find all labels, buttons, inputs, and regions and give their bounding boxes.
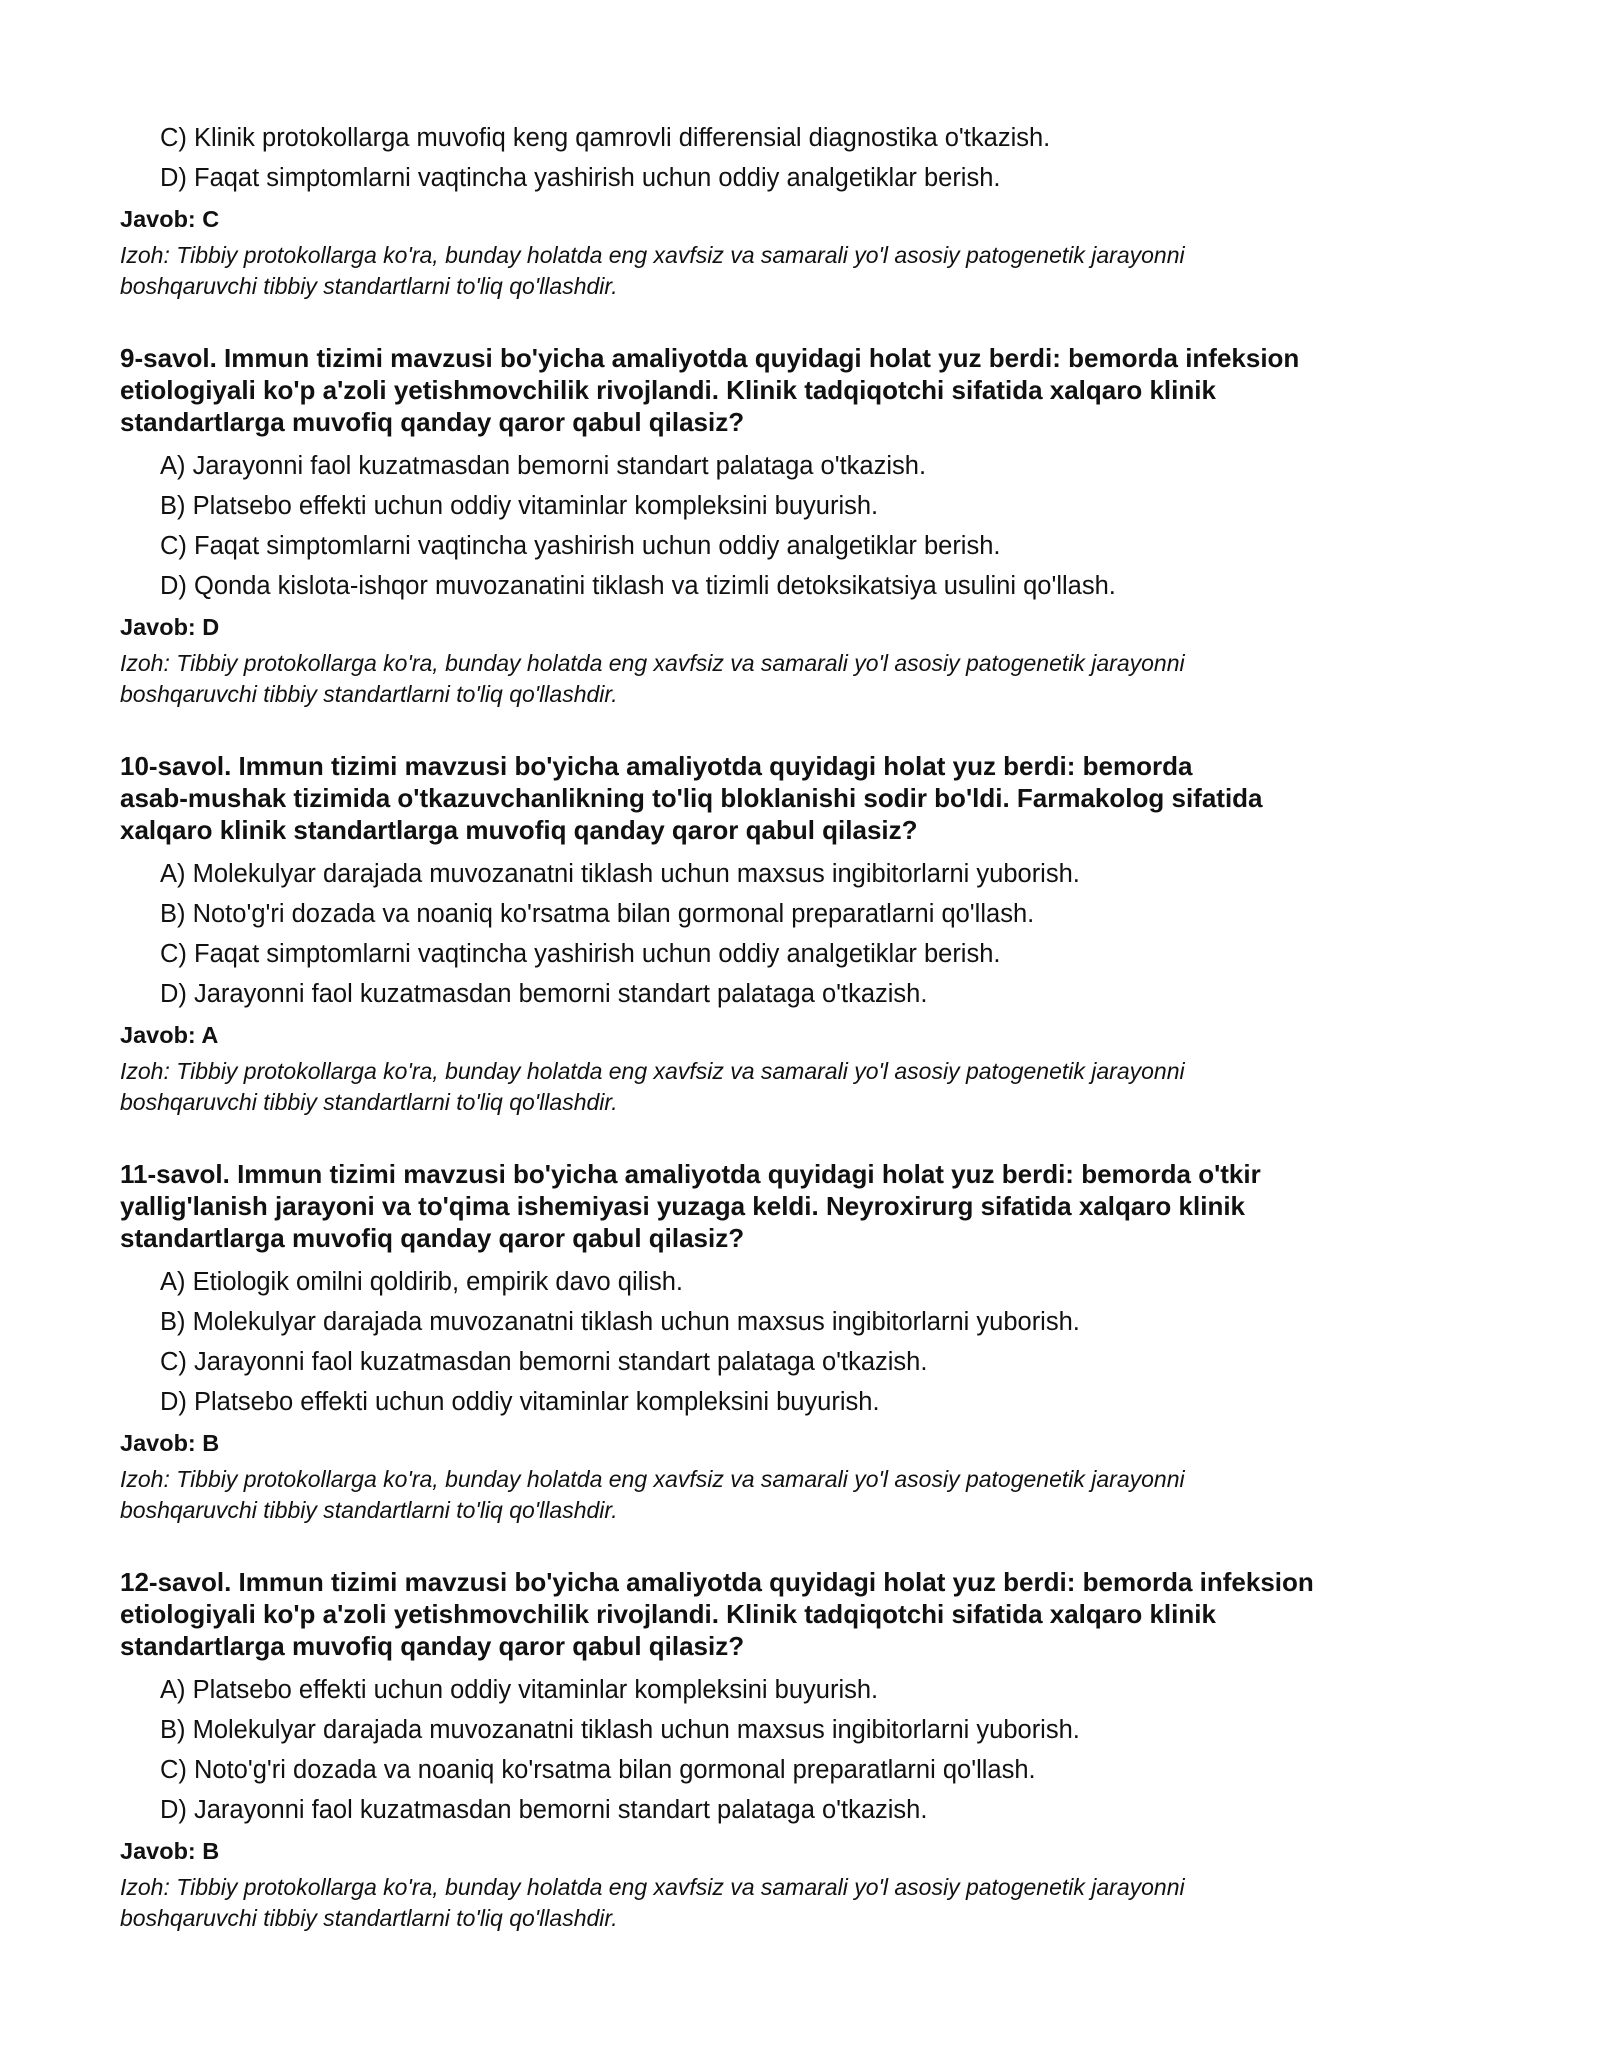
question-title-line: standartlarga muvofiq qanday qaror qabul qilasiz? (120, 1631, 745, 1661)
option-d: D) Faqat simptomlarni vaqtincha yashirish uchun oddiy analgetiklar berish. (160, 164, 1001, 192)
note-line: Izoh: Tibbiy protokollarga ko'ra, bunday holatda eng xavfsiz va samarali yo'l asosiy patogenetik jarayonni (120, 1874, 1185, 1900)
question-title-line: etiologiyali ko'p a'zoli yetishmovchilik rivojlandi. Klinik tadqiqotchi sifatida xalqaro klinik (120, 1599, 1216, 1629)
answer-label: Javob: C (120, 206, 220, 232)
explanation-note (120, 1872, 1480, 1934)
explanation-note (120, 1056, 1480, 1118)
question-title-line: standartlarga muvofiq qanday qaror qabul qilasiz? (120, 1223, 745, 1253)
question-10 (120, 750, 1480, 1118)
option-d: D) Platsebo effekti uchun oddiy vitaminlar kompleksini buyurish. (160, 1388, 880, 1416)
note-line: boshqaruvchi tibbiy standartlarni to'liq qo'llashdir. (120, 273, 618, 299)
option-a: A) Platsebo effekti uchun oddiy vitaminlar kompleksini buyurish. (160, 1676, 879, 1704)
note-line: boshqaruvchi tibbiy standartlarni to'liq qo'llashdir. (120, 681, 618, 707)
question-title (120, 342, 1480, 438)
note-line: boshqaruvchi tibbiy standartlarni to'liq qo'llashdir. (120, 1905, 618, 1931)
answer-label: Javob: B (120, 1430, 220, 1456)
option-d: D) Jarayonni faol kuzatmasdan bemorni standart palataga o'tkazish. (160, 1796, 928, 1824)
question-title-line: yallig'lanish jarayoni va to'qima ishemiyasi yuzaga keldi. Neyroxirurg sifatida xalqaro klinik (120, 1191, 1246, 1221)
question-title-line: etiologiyali ko'p a'zoli yetishmovchilik rivojlandi. Klinik tadqiqotchi sifatida xalqaro klinik (120, 375, 1216, 405)
question-title-line: standartlarga muvofiq qanday qaror qabul qilasiz? (120, 407, 745, 437)
option-c: C) Jarayonni faol kuzatmasdan bemorni standart palataga o'tkazish. (160, 1348, 928, 1376)
note-line: Izoh: Tibbiy protokollarga ko'ra, bunday holatda eng xavfsiz va samarali yo'l asosiy patogenetik jarayonni (120, 1058, 1185, 1084)
question-title-line: 11-savol. Immun tizimi mavzusi bo'yicha amaliyotda quyidagi holat yuz berdi: bemorda o'tkir (120, 1159, 1261, 1189)
option-b: B) Molekulyar darajada muvozanatni tiklash uchun maxsus ingibitorlarni yuborish. (160, 1716, 1080, 1744)
option-a: A) Jarayonni faol kuzatmasdan bemorni standart palataga o'tkazish. (160, 452, 927, 480)
option-c: C) Faqat simptomlarni vaqtincha yashirish uchun oddiy analgetiklar berish. (160, 532, 1001, 560)
option-b: B) Platsebo effekti uchun oddiy vitaminlar kompleksini buyurish. (160, 492, 879, 520)
option-b: B) Noto'g'ri dozada va noaniq ko'rsatma bilan gormonal preparatlarni qo'llash. (160, 900, 1035, 928)
question-title-line: asab-mushak tizimida o'tkazuvchanlikning to'liq bloklanishi sodir bo'ldi. Farmakolog sifatida (120, 783, 1263, 813)
option-c: C) Klinik protokollarga muvofiq keng qamrovli differensial diagnostika o'tkazish. (160, 124, 1051, 152)
question-title (120, 750, 1480, 846)
note-line: boshqaruvchi tibbiy standartlarni to'liq qo'llashdir. (120, 1497, 618, 1523)
question-title (120, 1566, 1480, 1662)
option-a: A) Etiologik omilni qoldirib, empirik davo qilish. (160, 1268, 683, 1296)
question-title-line: xalqaro klinik standartlarga muvofiq qanday qaror qabul qilasiz? (120, 815, 918, 845)
note-line: Izoh: Tibbiy protokollarga ko'ra, bunday holatda eng xavfsiz va samarali yo'l asosiy patogenetik jarayonni (120, 242, 1185, 268)
explanation-note (120, 240, 1480, 302)
option-d: D) Qonda kislota-ishqor muvozanatini tiklash va tizimli detoksikatsiya usulini qo'llash. (160, 572, 1116, 600)
note-line: Izoh: Tibbiy protokollarga ko'ra, bunday holatda eng xavfsiz va samarali yo'l asosiy patogenetik jarayonni (120, 1466, 1185, 1492)
answer-label: Javob: B (120, 1838, 220, 1864)
option-d: D) Jarayonni faol kuzatmasdan bemorni standart palataga o'tkazish. (160, 980, 928, 1008)
question-title (120, 1158, 1480, 1254)
option-b: B) Molekulyar darajada muvozanatni tiklash uchun maxsus ingibitorlarni yuborish. (160, 1308, 1080, 1336)
question-9 (120, 342, 1480, 710)
question-title-line: 9-savol. Immun tizimi mavzusi bo'yicha amaliyotda quyidagi holat yuz berdi: bemorda infeksion (120, 343, 1300, 373)
answer-label: Javob: A (120, 1022, 219, 1048)
answer-label: Javob: D (120, 614, 220, 640)
option-c: C) Noto'g'ri dozada va noaniq ko'rsatma bilan gormonal preparatlarni qo'llash. (160, 1756, 1036, 1784)
explanation-note (120, 648, 1480, 710)
question-title-line: 12-savol. Immun tizimi mavzusi bo'yicha amaliyotda quyidagi holat yuz berdi: bemorda infeksion (120, 1567, 1314, 1597)
question-11 (120, 1158, 1480, 1526)
question-12 (120, 1566, 1480, 1934)
note-line: boshqaruvchi tibbiy standartlarni to'liq qo'llashdir. (120, 1089, 618, 1115)
question-8-tail (120, 118, 1480, 302)
option-c: C) Faqat simptomlarni vaqtincha yashirish uchun oddiy analgetiklar berish. (160, 940, 1001, 968)
explanation-note (120, 1464, 1480, 1526)
option-a: A) Molekulyar darajada muvozanatni tiklash uchun maxsus ingibitorlarni yuborish. (160, 860, 1080, 888)
note-line: Izoh: Tibbiy protokollarga ko'ra, bunday holatda eng xavfsiz va samarali yo'l asosiy patogenetik jarayonni (120, 650, 1185, 676)
question-title-line: 10-savol. Immun tizimi mavzusi bo'yicha amaliyotda quyidagi holat yuz berdi: bemorda (120, 751, 1193, 781)
